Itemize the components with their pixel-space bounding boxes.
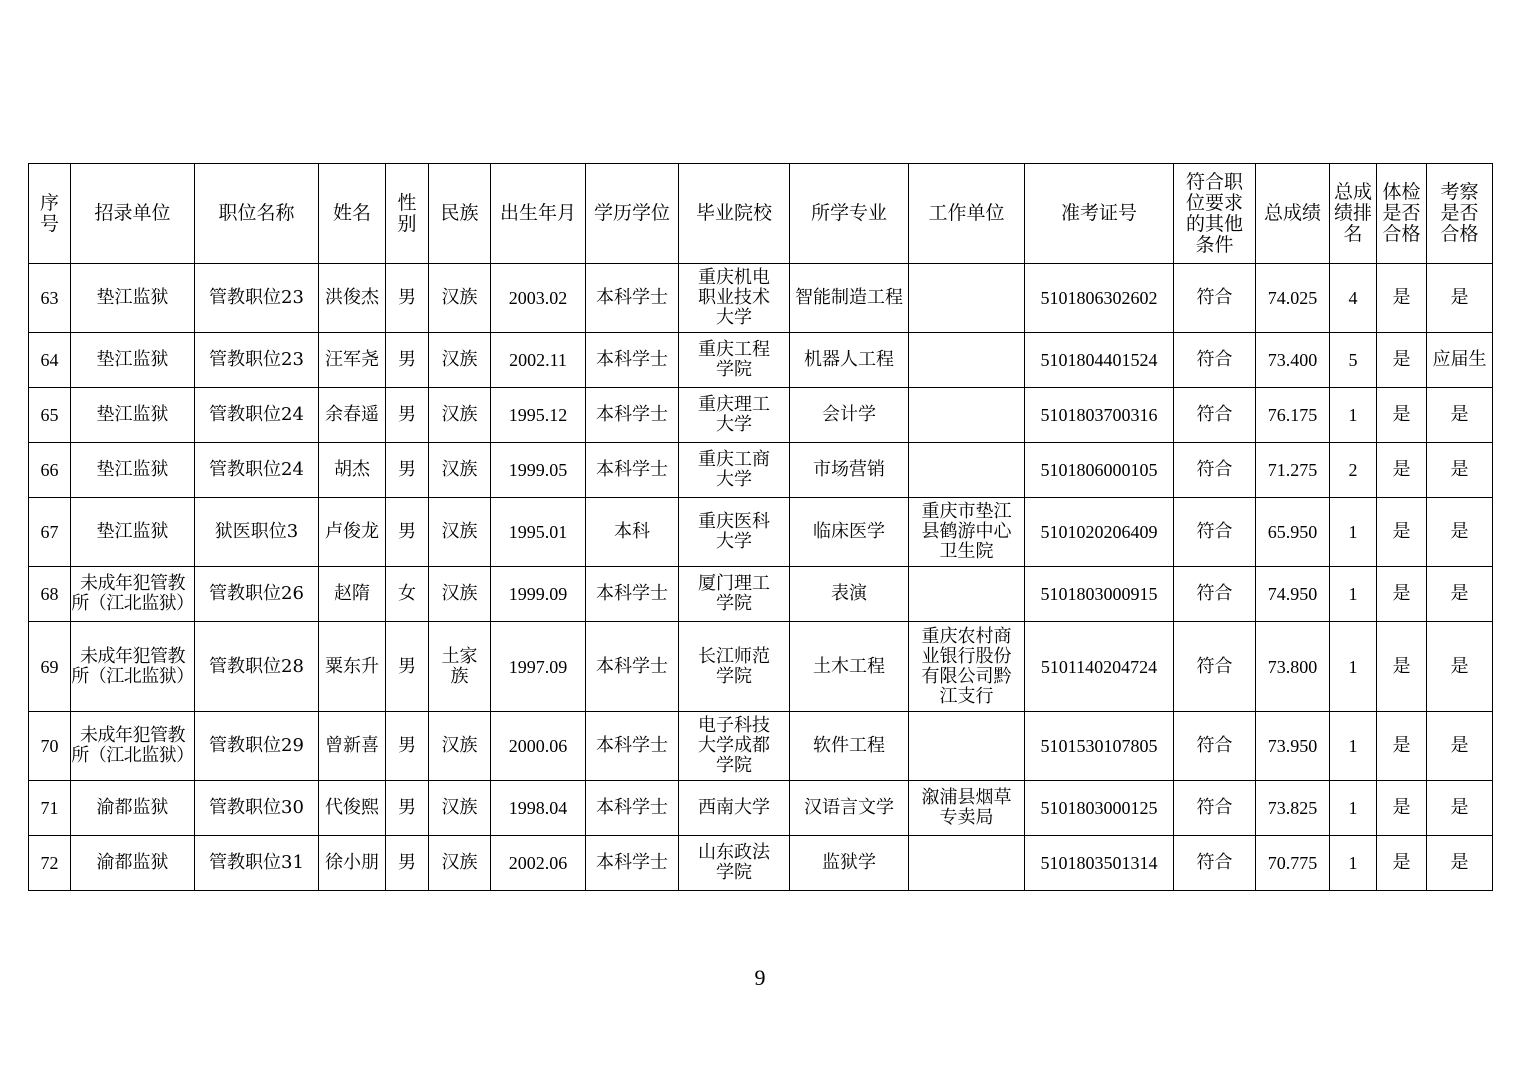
other-conditions-cell: 符合 [1174,333,1256,388]
score-rank-cell: 1 [1330,712,1377,781]
workplace-cell [909,443,1025,498]
header-recruiting-unit: 招录单位 [71,164,195,264]
header-score-rank: 总成 绩排 名 [1330,164,1377,264]
other-conditions-cell: 符合 [1174,443,1256,498]
gender-cell: 男 [386,712,429,781]
name-cell: 洪俊杰 [319,264,386,333]
workplace-cell [909,264,1025,333]
degree-cell: 本科学士 [586,264,679,333]
gender-cell: 男 [386,498,429,567]
other-conditions-cell: 符合 [1174,567,1256,622]
other-conditions-cell: 符合 [1174,836,1256,891]
workplace-cell: 重庆市垫江 县鹤游中心 卫生院 [909,498,1025,567]
major-cell: 临床医学 [790,498,909,567]
inspection-cell: 是 [1427,567,1493,622]
birth-date-cell: 1999.05 [491,443,586,498]
ethnicity-cell: 土家 族 [429,622,491,712]
physical-exam-cell: 是 [1377,333,1427,388]
header-gender: 性 别 [386,164,429,264]
position-name-cell: 管教职位28 [195,622,319,712]
score-rank-cell: 1 [1330,498,1377,567]
name-cell: 曾新喜 [319,712,386,781]
physical-exam-cell: 是 [1377,567,1427,622]
degree-cell: 本科学士 [586,567,679,622]
position-name-cell: 管教职位23 [195,333,319,388]
major-cell: 土木工程 [790,622,909,712]
physical-exam-cell: 是 [1377,388,1427,443]
header-inspection: 考察 是否 合格 [1427,164,1493,264]
seq-cell: 63 [29,264,71,333]
birth-date-cell: 2003.02 [491,264,586,333]
table-row [29,567,1493,622]
other-conditions-cell: 符合 [1174,388,1256,443]
exam-number-cell: 5101803000125 [1025,781,1174,836]
header-workplace: 工作单位 [909,164,1025,264]
other-conditions-cell: 符合 [1174,781,1256,836]
total-score-cell: 70.775 [1256,836,1330,891]
degree-cell: 本科学士 [586,712,679,781]
ethnicity-cell: 汉族 [429,333,491,388]
recruiting-unit-cell: 垫江监狱 [71,264,195,333]
table-row [29,388,1493,443]
exam-number-cell: 5101803000915 [1025,567,1174,622]
table-row [29,622,1493,712]
total-score-cell: 73.950 [1256,712,1330,781]
exam-number-cell: 5101806302602 [1025,264,1174,333]
recruiting-unit-cell: 渝都监狱 [71,836,195,891]
degree-cell: 本科学士 [586,836,679,891]
major-cell: 机器人工程 [790,333,909,388]
workplace-cell [909,333,1025,388]
seq-cell: 67 [29,498,71,567]
recruiting-unit-cell: 垫江监狱 [71,388,195,443]
physical-exam-cell: 是 [1377,622,1427,712]
inspection-cell: 是 [1427,388,1493,443]
major-cell: 监狱学 [790,836,909,891]
name-cell: 胡杰 [319,443,386,498]
gender-cell: 男 [386,388,429,443]
seq-cell: 68 [29,567,71,622]
position-name-cell: 狱医职位3 [195,498,319,567]
total-score-cell: 76.175 [1256,388,1330,443]
total-score-cell: 74.025 [1256,264,1330,333]
exam-number-cell: 5101140204724 [1025,622,1174,712]
major-cell: 智能制造工程 [790,264,909,333]
graduated-school-cell: 电子科技 大学成都 学院 [679,712,790,781]
gender-cell: 男 [386,264,429,333]
exam-number-cell: 5101804401524 [1025,333,1174,388]
seq-cell: 69 [29,622,71,712]
position-name-cell: 管教职位30 [195,781,319,836]
major-cell: 汉语言文学 [790,781,909,836]
table-row [29,443,1493,498]
total-score-cell: 73.400 [1256,333,1330,388]
graduated-school-cell: 重庆医科 大学 [679,498,790,567]
admission-roster-table [28,163,1493,891]
header-ethnicity: 民族 [429,164,491,264]
ethnicity-cell: 汉族 [429,264,491,333]
name-cell: 代俊熙 [319,781,386,836]
degree-cell: 本科学士 [586,333,679,388]
birth-date-cell: 2000.06 [491,712,586,781]
name-cell: 粟东升 [319,622,386,712]
score-rank-cell: 1 [1330,836,1377,891]
table-row [29,836,1493,891]
degree-cell: 本科学士 [586,781,679,836]
table-header [29,164,1493,264]
ethnicity-cell: 汉族 [429,443,491,498]
other-conditions-cell: 符合 [1174,498,1256,567]
birth-date-cell: 1995.01 [491,498,586,567]
table-row [29,712,1493,781]
ethnicity-cell: 汉族 [429,567,491,622]
table-row [29,498,1493,567]
ethnicity-cell: 汉族 [429,498,491,567]
inspection-cell: 是 [1427,712,1493,781]
seq-cell: 70 [29,712,71,781]
recruiting-unit-cell: 未成年犯管教 所（江北监狱） [71,712,195,781]
workplace-cell [909,567,1025,622]
physical-exam-cell: 是 [1377,781,1427,836]
gender-cell: 男 [386,443,429,498]
header-exam-number: 准考证号 [1025,164,1174,264]
table-row [29,781,1493,836]
graduated-school-cell: 重庆机电 职业技术 大学 [679,264,790,333]
graduated-school-cell: 厦门理工 学院 [679,567,790,622]
inspection-cell: 是 [1427,443,1493,498]
name-cell: 赵隋 [319,567,386,622]
header-major: 所学专业 [790,164,909,264]
major-cell: 表演 [790,567,909,622]
inspection-cell: 应届生 [1427,333,1493,388]
recruiting-unit-cell: 未成年犯管教 所（江北监狱） [71,567,195,622]
score-rank-cell: 1 [1330,388,1377,443]
table-row [29,333,1493,388]
inspection-cell: 是 [1427,836,1493,891]
total-score-cell: 73.800 [1256,622,1330,712]
gender-cell: 男 [386,333,429,388]
graduated-school-cell: 山东政法 学院 [679,836,790,891]
gender-cell: 女 [386,567,429,622]
major-cell: 会计学 [790,388,909,443]
ethnicity-cell: 汉族 [429,781,491,836]
degree-cell: 本科 [586,498,679,567]
graduated-school-cell: 重庆理工 大学 [679,388,790,443]
seq-cell: 71 [29,781,71,836]
workplace-cell [909,836,1025,891]
recruiting-unit-cell: 垫江监狱 [71,443,195,498]
header-seq: 序 号 [29,164,71,264]
birth-date-cell: 1999.09 [491,567,586,622]
header-other-conditions: 符合职 位要求 的其他 条件 [1174,164,1256,264]
graduated-school-cell: 长江师范 学院 [679,622,790,712]
header-degree: 学历学位 [586,164,679,264]
header-graduated-school: 毕业院校 [679,164,790,264]
workplace-cell: 重庆农村商 业银行股份 有限公司黔 江支行 [909,622,1025,712]
position-name-cell: 管教职位26 [195,567,319,622]
position-name-cell: 管教职位24 [195,443,319,498]
score-rank-cell: 1 [1330,567,1377,622]
seq-cell: 64 [29,333,71,388]
table-body [29,264,1493,891]
header-total-score: 总成绩 [1256,164,1330,264]
workplace-cell [909,388,1025,443]
exam-number-cell: 5101806000105 [1025,443,1174,498]
birth-date-cell: 2002.11 [491,333,586,388]
seq-cell: 72 [29,836,71,891]
graduated-school-cell: 西南大学 [679,781,790,836]
degree-cell: 本科学士 [586,443,679,498]
graduated-school-cell: 重庆工程 学院 [679,333,790,388]
exam-number-cell: 5101803700316 [1025,388,1174,443]
name-cell: 余春遥 [319,388,386,443]
recruiting-unit-cell: 渝都监狱 [71,781,195,836]
exam-number-cell: 5101020206409 [1025,498,1174,567]
seq-cell: 65 [29,388,71,443]
score-rank-cell: 1 [1330,622,1377,712]
header-name: 姓名 [319,164,386,264]
name-cell: 卢俊龙 [319,498,386,567]
position-name-cell: 管教职位23 [195,264,319,333]
other-conditions-cell: 符合 [1174,712,1256,781]
score-rank-cell: 4 [1330,264,1377,333]
ethnicity-cell: 汉族 [429,836,491,891]
inspection-cell: 是 [1427,264,1493,333]
physical-exam-cell: 是 [1377,836,1427,891]
inspection-cell: 是 [1427,781,1493,836]
name-cell: 汪军尧 [319,333,386,388]
degree-cell: 本科学士 [586,388,679,443]
birth-date-cell: 1997.09 [491,622,586,712]
other-conditions-cell: 符合 [1174,264,1256,333]
total-score-cell: 74.950 [1256,567,1330,622]
gender-cell: 男 [386,622,429,712]
gender-cell: 男 [386,781,429,836]
other-conditions-cell: 符合 [1174,622,1256,712]
inspection-cell: 是 [1427,622,1493,712]
degree-cell: 本科学士 [586,622,679,712]
birth-date-cell: 1998.04 [491,781,586,836]
table-row [29,264,1493,333]
score-rank-cell: 5 [1330,333,1377,388]
major-cell: 软件工程 [790,712,909,781]
position-name-cell: 管教职位24 [195,388,319,443]
workplace-cell: 溆浦县烟草 专卖局 [909,781,1025,836]
workplace-cell [909,712,1025,781]
gender-cell: 男 [386,836,429,891]
physical-exam-cell: 是 [1377,712,1427,781]
position-name-cell: 管教职位31 [195,836,319,891]
header-physical-exam: 体检 是否 合格 [1377,164,1427,264]
score-rank-cell: 1 [1330,781,1377,836]
page-number: 9 [754,965,766,990]
position-name-cell: 管教职位29 [195,712,319,781]
birth-date-cell: 1995.12 [491,388,586,443]
total-score-cell: 73.825 [1256,781,1330,836]
total-score-cell: 65.950 [1256,498,1330,567]
total-score-cell: 71.275 [1256,443,1330,498]
header-position-name: 职位名称 [195,164,319,264]
exam-number-cell: 5101530107805 [1025,712,1174,781]
physical-exam-cell: 是 [1377,264,1427,333]
recruiting-unit-cell: 垫江监狱 [71,498,195,567]
birth-date-cell: 2002.06 [491,836,586,891]
recruiting-unit-cell: 未成年犯管教 所（江北监狱） [71,622,195,712]
ethnicity-cell: 汉族 [429,712,491,781]
major-cell: 市场营销 [790,443,909,498]
score-rank-cell: 2 [1330,443,1377,498]
header-row [29,164,1493,264]
recruiting-unit-cell: 垫江监狱 [71,333,195,388]
name-cell: 徐小朋 [319,836,386,891]
physical-exam-cell: 是 [1377,443,1427,498]
header-birth-date: 出生年月 [491,164,586,264]
graduated-school-cell: 重庆工商 大学 [679,443,790,498]
seq-cell: 66 [29,443,71,498]
inspection-cell: 是 [1427,498,1493,567]
physical-exam-cell: 是 [1377,498,1427,567]
ethnicity-cell: 汉族 [429,388,491,443]
exam-number-cell: 5101803501314 [1025,836,1174,891]
